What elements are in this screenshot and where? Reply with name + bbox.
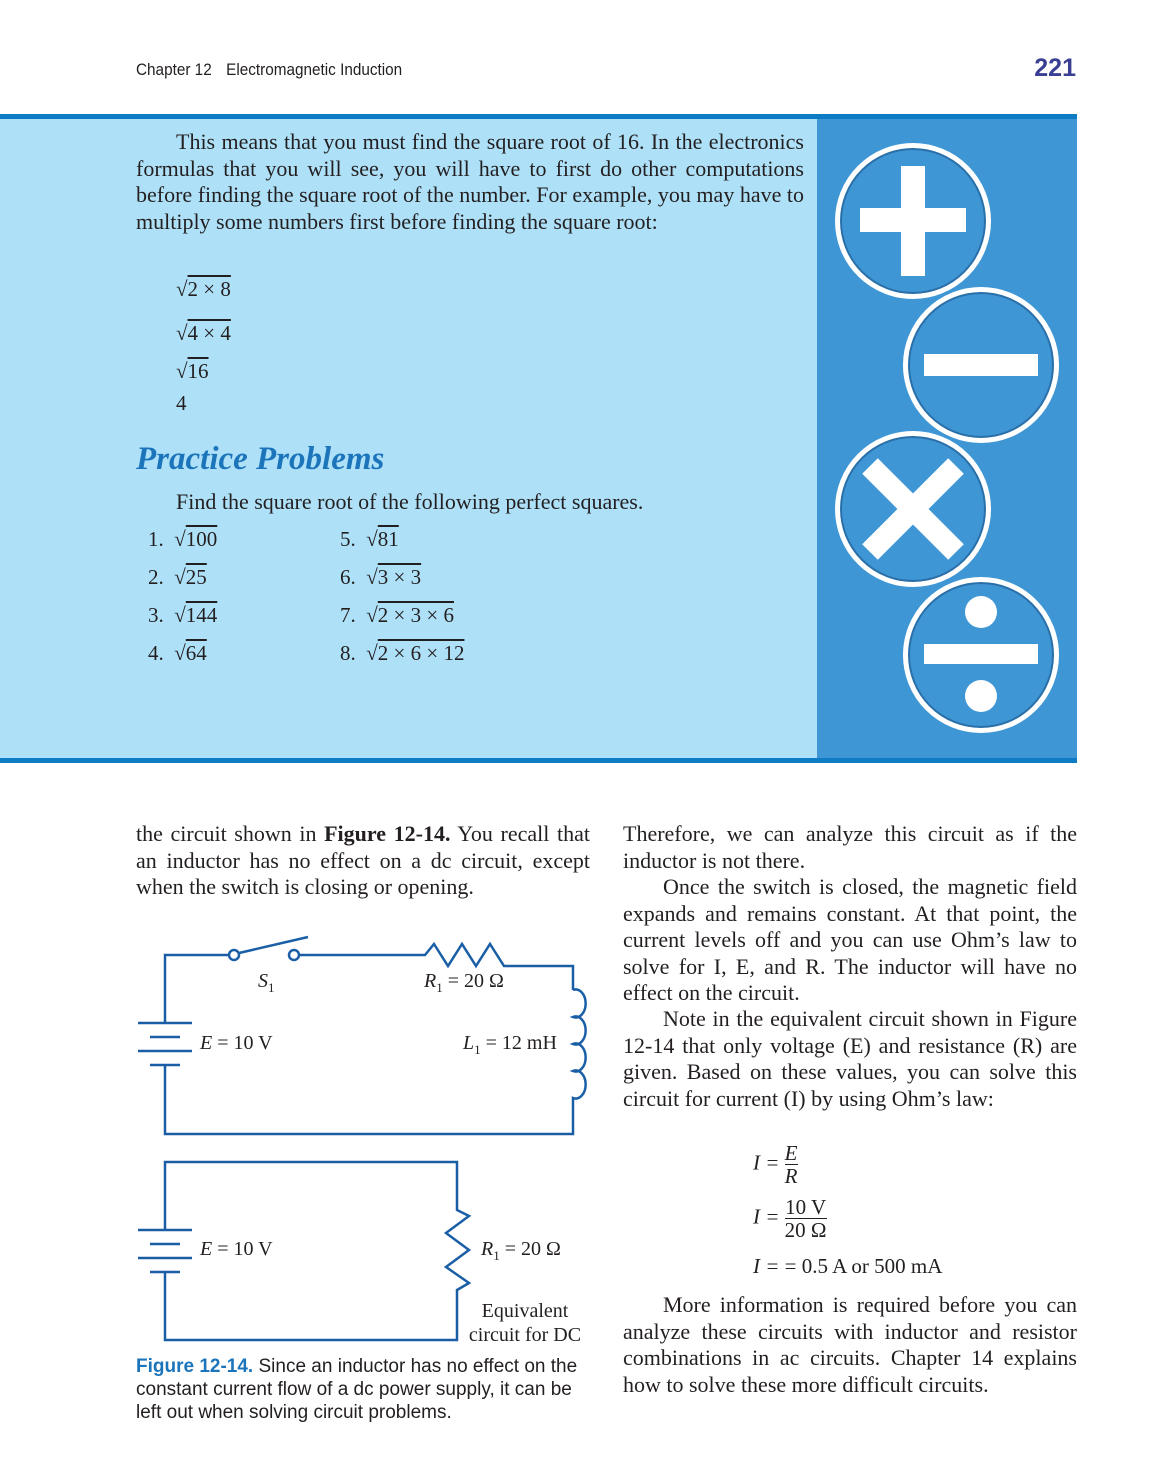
- switch-terminal: [229, 950, 239, 960]
- s1-label: $S_1$: [258, 970, 275, 995]
- problem-number: 7.: [340, 603, 356, 627]
- problem-number: 3.: [148, 603, 164, 627]
- problem-value: 2 × 3 × 6: [377, 603, 454, 627]
- page-number: 221: [1034, 54, 1076, 82]
- step-value: 2 × 8: [187, 277, 231, 301]
- r1-label: $R_1 = 20$ Ω: [424, 970, 504, 995]
- problem-2: 2. √25: [148, 565, 207, 589]
- problem-value: 64: [185, 641, 207, 665]
- problem-4: 4. √64: [148, 641, 207, 665]
- problem-number: 1.: [148, 527, 164, 551]
- problem-number: 2.: [148, 565, 164, 589]
- problem-3: 3. √144: [148, 603, 218, 627]
- chapter-title: Electromagnetic Induction: [226, 60, 403, 79]
- inductor-l1: [165, 990, 586, 1135]
- problem-7: 7. √2 × 3 × 6: [340, 603, 454, 627]
- figure-caption: [136, 1355, 586, 1424]
- equation-1: I = $\frac{E}{R}$: [753, 1141, 798, 1188]
- problem-value: 81: [377, 527, 399, 551]
- step-value: 16: [187, 359, 209, 383]
- right-paragraph-1: Therefore, we can analyze this circuit as if the inductor is not there.: [623, 821, 1077, 873]
- e-label: E = 10 V: [200, 1032, 273, 1054]
- step-1: √2 × 8: [176, 277, 231, 301]
- right-paragraph-4: More information is required before you can analyze these circuits with inductor and resistor combinations in ac circuits. Chapter 14 explains how to solve these more difficult circuits.: [623, 1292, 1077, 1397]
- caption-label: Figure 12-14.: [136, 1356, 254, 1377]
- step-4: 4: [176, 391, 187, 415]
- right-paragraph-3: Note in the equivalent circuit shown in Figure 12-14 that only voltage (E) and resistance (R) are given. Based on these values, you can solve this circuit for current (I) by using Ohm’s law:: [623, 1006, 1077, 1111]
- e-label-equivalent: E = 10 V: [200, 1238, 273, 1260]
- text: You recall that an inductor has no effect on a dc circuit, except when the switch is closing or opening.: [136, 821, 590, 899]
- problem-8: 8. √2 × 6 × 12: [340, 641, 465, 665]
- problem-1: 1. √100: [148, 527, 218, 551]
- battery-e-equivalent: [138, 1230, 192, 1272]
- caption-text: Since an inductor has no effect on the constant current flow of a dc power supply, it can be left out when solving circuit problems.: [136, 1356, 578, 1423]
- l1-label: $L_1 = 12$ mH: [463, 1032, 557, 1057]
- r1-label-equivalent: $R_1 = 20$ Ω: [481, 1238, 561, 1263]
- problem-number: 4.: [148, 641, 164, 665]
- problem-number: 8.: [340, 641, 356, 665]
- problem-6: 6. √3 × 3: [340, 565, 422, 589]
- problem-value: 100: [185, 527, 218, 551]
- problem-value: 144: [185, 603, 218, 627]
- equivalent-label: Equivalent circuit for DC: [468, 1300, 582, 1346]
- problem-value: 3 × 3: [377, 565, 422, 589]
- problem-value: 2 × 6 × 12: [377, 641, 465, 665]
- intro-paragraph: This means that you must find the square root of 16. In the electronics formulas that you will see, you will have to first do other computations before finding the square root of the number. For example, you may have to multiply some numbers first before finding the square root:: [136, 129, 804, 234]
- chapter-number: Chapter 12: [136, 60, 212, 79]
- problem-5: 5. √81: [340, 527, 399, 551]
- step-value: 4 × 4: [187, 321, 231, 345]
- problem-number: 5.: [340, 527, 356, 551]
- equation-3: I = = 0.5 A or 500 mA: [753, 1254, 943, 1278]
- practice-intro: Find the square root of the following perfect squares.: [176, 489, 644, 514]
- right-paragraph-2: Once the switch is closed, the magnetic field expands and remains constant. At that point, the current levels off and you can use Ohm’s law to solve for I, E, and R. The inductor will have no effect on the circuit.: [623, 874, 1077, 1005]
- practice-problems-heading: Practice Problems: [136, 441, 385, 477]
- figure-reference: Figure 12-14.: [324, 821, 451, 846]
- equation-2: I = $\frac{10 V}{20 \Omega}$: [753, 1195, 827, 1242]
- battery-e: [138, 1023, 192, 1065]
- problem-number: 6.: [340, 565, 356, 589]
- step-3: √16: [176, 359, 209, 383]
- text: the circuit shown in: [136, 821, 325, 846]
- step-2: √4 × 4: [176, 321, 231, 345]
- problem-value: 25: [185, 565, 207, 589]
